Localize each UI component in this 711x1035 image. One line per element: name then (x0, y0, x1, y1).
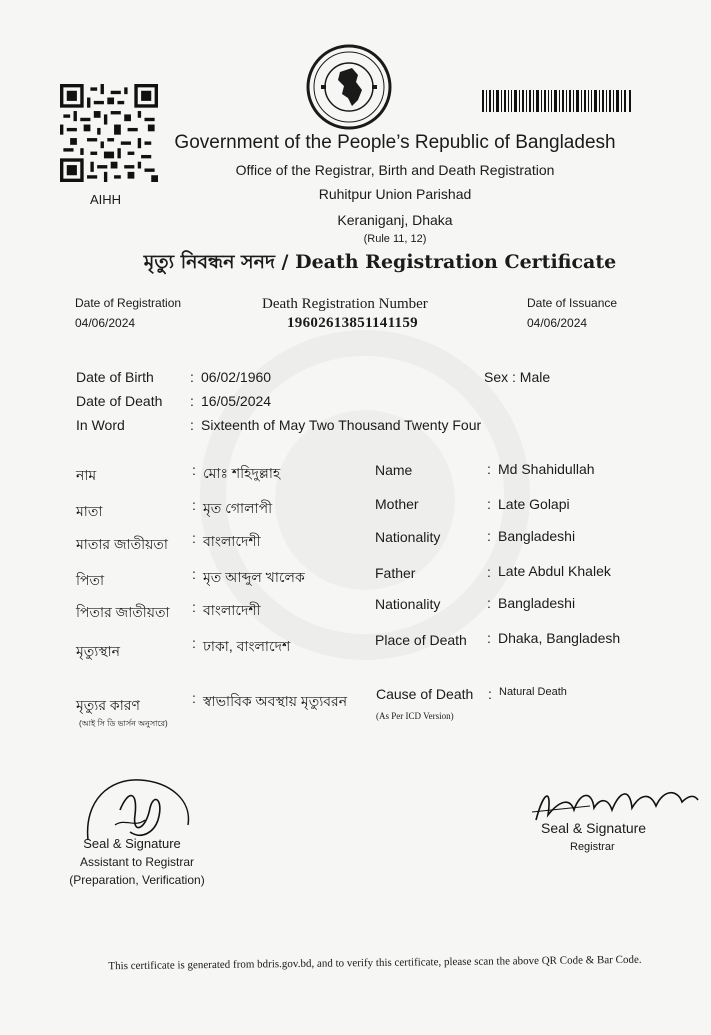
sex-value: Sex : Male (484, 369, 551, 385)
father-nationality-bn-value: বাংলাদেশী (203, 602, 261, 618)
issuance-date-value: 04/06/2024 (527, 316, 588, 330)
death-place-en-label: Place of Death (375, 632, 467, 648)
cause-en-note: (As Per ICD Version) (376, 711, 454, 721)
issuance-date-label: Date of Issuance (527, 296, 618, 310)
name-bn-label: নাম (76, 467, 97, 483)
father-bn-label: পিতা (76, 572, 105, 588)
registration-number-label: Death Registration Number (262, 296, 428, 312)
qr-code-caption: AIHH (90, 192, 122, 207)
cause-en-value: Natural Death (499, 686, 567, 698)
mother-bn-value: মৃত গোলাপী (203, 500, 273, 516)
father-nationality-bn-colon: : (192, 599, 196, 615)
cause-bn-colon: : (192, 690, 196, 706)
registration-number-value: 19602613851141159 (287, 315, 418, 331)
mother-nationality-bn-label: মাতার জাতীয়তা (76, 536, 168, 552)
father-en-value: Late Abdul Khalek (498, 563, 611, 579)
in-word-colon: : (190, 417, 194, 433)
registration-date-value: 04/06/2024 (75, 316, 136, 330)
right-signatory-role: Registrar (570, 841, 615, 853)
mother-nationality-bn-colon: : (192, 530, 196, 546)
watermark-emblem (275, 410, 455, 590)
death-place-en-value: Dhaka, Bangladesh (498, 630, 621, 646)
father-en-colon: : (487, 564, 491, 580)
name-en-value: Md Shahidullah (498, 461, 595, 477)
government-title: Government of the People’s Republic of Bangladesh (174, 132, 616, 153)
birth-date-colon: : (190, 369, 194, 385)
union-name: Ruhitpur Union Parishad (318, 186, 472, 202)
right-seal-title: Seal & Signature (541, 820, 647, 836)
left-seal-title: Seal & Signature (83, 836, 181, 851)
death-date-colon: : (190, 393, 194, 409)
mother-bn-colon: : (192, 497, 196, 513)
death-place-bn-value: ঢাকা, বাংলাদেশ (203, 638, 291, 654)
name-bn-colon: : (192, 462, 196, 478)
mother-nationality-en-colon: : (487, 528, 491, 544)
mother-nationality-en-label: Nationality (375, 529, 441, 545)
death-date-label: Date of Death (76, 393, 163, 409)
death-place-en-colon: : (487, 630, 491, 646)
left-signatory-role: Assistant to Registrar (79, 855, 195, 869)
government-seal-logo (306, 44, 392, 130)
cause-bn-note: (আই সি ডি ভার্সন অনুসারে) (79, 719, 168, 728)
name-bn-value: মোঃ শহিদুল্লাহ (203, 465, 281, 481)
mother-en-value: Late Golapi (498, 496, 570, 512)
registration-date-label: Date of Registration (75, 296, 182, 310)
left-signatory-sub: (Preparation, Verification) (69, 873, 205, 887)
birth-date-value: 06/02/1960 (201, 369, 272, 385)
cause-en-label: Cause of Death (376, 686, 474, 702)
father-en-label: Father (375, 565, 416, 581)
father-nationality-en-value: Bangladeshi (498, 595, 576, 611)
father-bn-value: মৃত আব্দুল খালেক (203, 569, 305, 585)
name-en-colon: : (487, 461, 491, 477)
death-date-value: 16/05/2024 (201, 393, 272, 409)
mother-en-label: Mother (375, 496, 419, 512)
rule-reference: (Rule 11, 12) (363, 233, 427, 245)
father-nationality-en-colon: : (487, 595, 491, 611)
mother-en-colon: : (487, 496, 491, 512)
certificate-title: মৃত্যু নিবন্ধন সনদ / Death Registration Certificate (143, 251, 617, 273)
mother-bn-label: মাতা (76, 503, 103, 519)
father-bn-colon: : (192, 566, 196, 582)
mother-nationality-en-value: Bangladeshi (498, 528, 576, 544)
office-name: Office of the Registrar, Birth and Death Registration (235, 162, 555, 178)
in-word-value: Sixteenth of May Two Thousand Twenty Four (201, 417, 482, 433)
name-en-label: Name (375, 462, 413, 478)
birth-date-label: Date of Birth (76, 369, 154, 385)
cause-bn-label: মৃত্যুর কারণ (76, 697, 140, 713)
father-nationality-bn-label: পিতার জাতীয়তা (76, 604, 170, 620)
location-name: Keraniganj, Dhaka (337, 212, 453, 228)
father-nationality-en-label: Nationality (375, 596, 441, 612)
mother-nationality-bn-value: বাংলাদেশী (203, 533, 261, 549)
barcode-icon (482, 90, 632, 112)
in-word-label: In Word (76, 417, 125, 433)
cause-bn-value: স্বাভাবিক অবস্থায় মৃত্যুবরন (203, 693, 348, 709)
death-place-bn-label: মৃত্যুস্থান (76, 643, 121, 659)
verification-footer: This certificate is generated from bdris.gov.bd, and to verify this certificate, please scan the above QR Code & Bar Code. (108, 953, 642, 973)
death-place-bn-colon: : (192, 635, 196, 651)
cause-en-colon: : (488, 686, 492, 702)
